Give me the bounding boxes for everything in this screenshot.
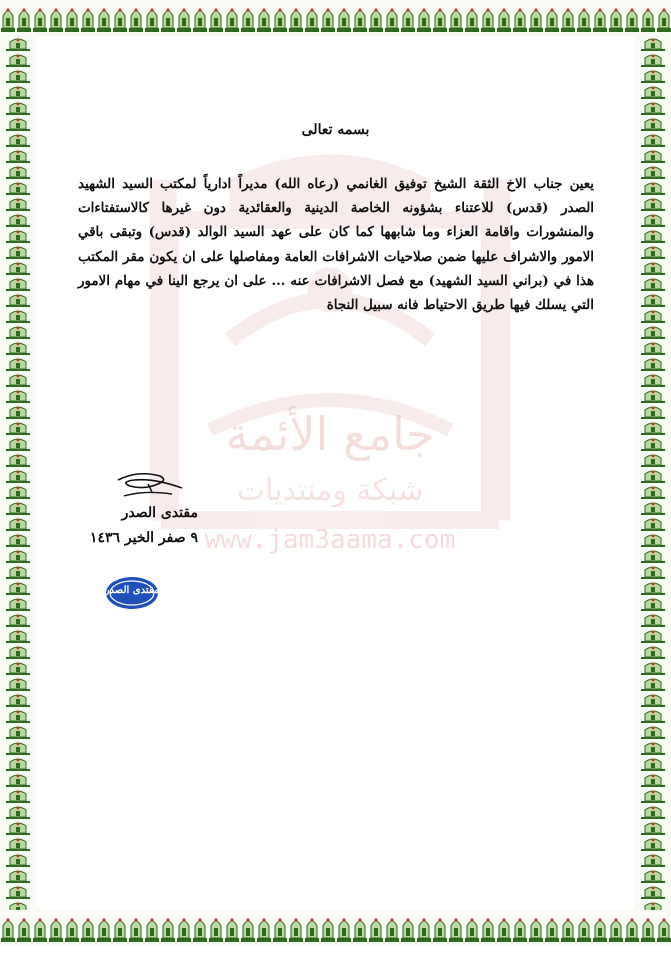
document-body: يعين جناب الاخ الثقة الشيخ توفيق الغانمي (رعاه الله) مديراً ادارياً لمكتب السيد الشهيد الصدر (قدس) للاعتناء بشؤونه الخاصة الدينية والعقائدية دون غيرها كالاستفتاءات والمنشورات واقامة العزاء وما شابهها كما كان على عهد السيد الوالد (قدس) وتبقى باقي الامور والاشراف عليها ضمن صلاحيات الاشرافات العامة ومفاصلها على ان يكون مقر المكتب هذا في (براني السيد الشهيد) مع فصل الاشرافات عنه ... على ان يرجع الينا في مهام الامور التي يسلك فيها طريق الاحتياط فانه سبيل النجاة (78, 176, 594, 314)
handwritten-signature (110, 468, 190, 504)
signatory-name: مقتدى الصدر (121, 505, 198, 521)
watermark-url: www.jam3aama.com (204, 525, 456, 555)
watermark-subtitle: شبكة ومنتديات (236, 473, 424, 508)
watermark-title: جامع الأئمة (225, 407, 435, 461)
document-date: ٩ صفر الخير ١٤٣٦ (89, 530, 198, 546)
seal-inscription: مقتدى الصدر (104, 585, 160, 596)
document-heading: بسمه تعالى (301, 122, 370, 138)
